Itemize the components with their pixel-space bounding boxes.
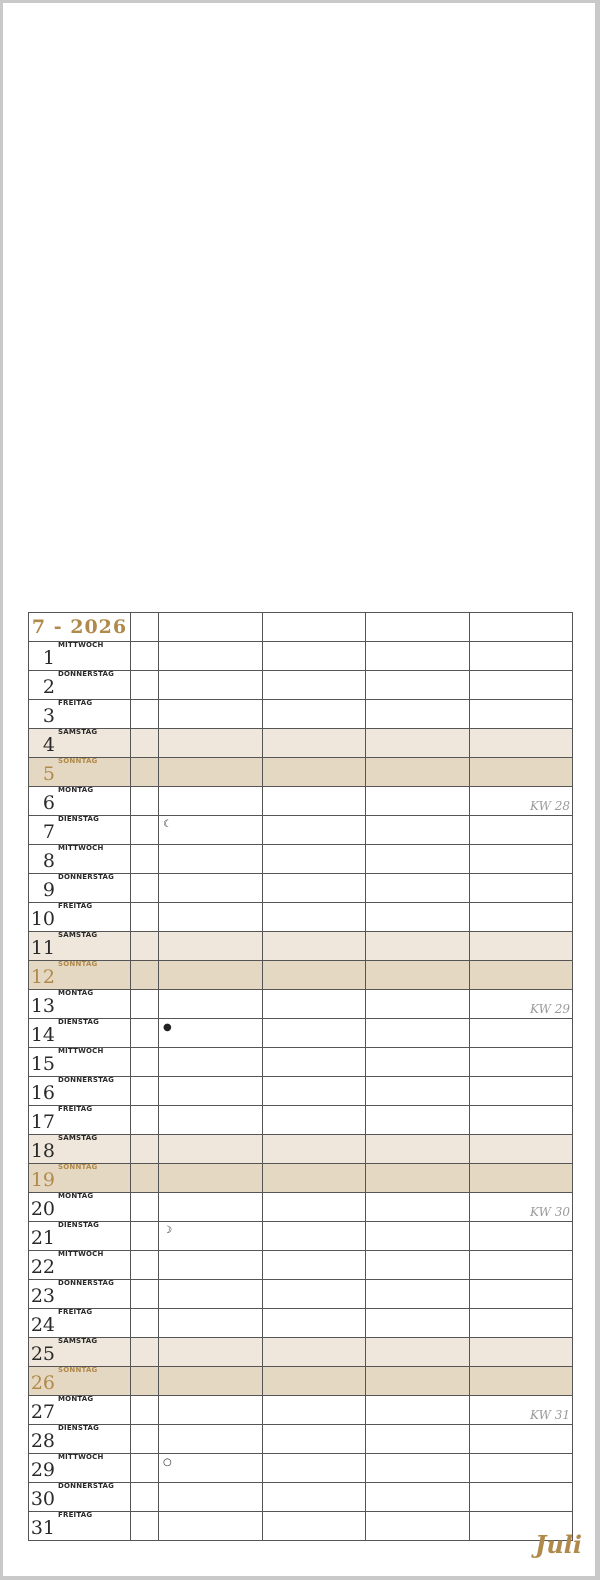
day-label-cell <box>29 671 131 700</box>
day-label-cell <box>29 1048 131 1077</box>
note-cell[interactable] <box>366 874 470 903</box>
note-cell[interactable] <box>469 729 573 758</box>
note-cell[interactable] <box>366 1019 470 1048</box>
day-number: 2 <box>42 676 55 698</box>
day-row <box>29 1483 573 1512</box>
day-label-cell <box>29 1512 131 1541</box>
day-label-cell <box>29 903 131 932</box>
weekday-name: DIENSTAG <box>58 815 100 823</box>
note-cell-narrow[interactable] <box>131 1222 159 1251</box>
note-cell[interactable] <box>262 1251 366 1280</box>
day-label-cell <box>29 1077 131 1106</box>
day-row <box>29 1193 573 1222</box>
header-cell <box>366 613 470 642</box>
note-cell-narrow[interactable] <box>131 1367 159 1396</box>
note-cell[interactable] <box>366 816 470 845</box>
note-cell[interactable] <box>469 1106 573 1135</box>
day-number: 10 <box>30 908 55 930</box>
day-label-cell <box>29 845 131 874</box>
calendar-page <box>3 3 595 1576</box>
calendar-week-label: KW 31 <box>530 1408 570 1422</box>
day-label-cell <box>29 1164 131 1193</box>
day-number: 6 <box>42 792 55 814</box>
note-cell[interactable] <box>366 1396 470 1425</box>
note-cell[interactable] <box>469 1048 573 1077</box>
day-label-cell <box>29 642 131 671</box>
note-cell[interactable] <box>159 1367 263 1396</box>
day-row <box>29 1164 573 1193</box>
note-cell[interactable] <box>366 1251 470 1280</box>
note-cell-narrow[interactable] <box>131 1425 159 1454</box>
day-row <box>29 729 573 758</box>
note-cell[interactable] <box>262 874 366 903</box>
note-cell-narrow[interactable] <box>131 787 159 816</box>
day-row <box>29 1425 573 1454</box>
weekday-name: DONNERSTAG <box>58 1076 115 1084</box>
note-cell[interactable] <box>159 816 263 845</box>
note-cell[interactable] <box>159 1338 263 1367</box>
day-number: 3 <box>42 705 55 727</box>
calendar-week-label: KW 28 <box>530 799 570 813</box>
weekday-name: SAMSTAG <box>58 728 98 736</box>
note-cell[interactable] <box>366 1512 470 1541</box>
month-name: Juli <box>535 1530 583 1559</box>
weekday-name: SONNTAG <box>58 1366 98 1374</box>
header-cell <box>159 613 263 642</box>
note-cell[interactable] <box>366 1193 470 1222</box>
note-cell-narrow[interactable] <box>131 700 159 729</box>
note-cell[interactable] <box>469 642 573 671</box>
day-number: 16 <box>30 1082 55 1104</box>
note-cell[interactable] <box>366 729 470 758</box>
note-cell[interactable] <box>262 1019 366 1048</box>
note-cell[interactable] <box>469 1222 573 1251</box>
day-row <box>29 816 573 845</box>
note-cell[interactable] <box>366 961 470 990</box>
day-label-cell <box>29 1106 131 1135</box>
note-cell[interactable] <box>159 787 263 816</box>
note-cell-narrow[interactable] <box>131 1135 159 1164</box>
note-cell[interactable] <box>159 1048 263 1077</box>
weekday-name: MONTAG <box>58 786 94 794</box>
note-cell[interactable] <box>366 1425 470 1454</box>
note-cell[interactable] <box>262 1164 366 1193</box>
day-label-cell <box>29 1193 131 1222</box>
note-cell[interactable] <box>366 1483 470 1512</box>
note-cell[interactable] <box>366 1164 470 1193</box>
note-cell-narrow[interactable] <box>131 1164 159 1193</box>
day-row <box>29 1512 573 1541</box>
note-cell[interactable] <box>159 671 263 700</box>
note-cell[interactable] <box>469 1483 573 1512</box>
note-cell[interactable] <box>366 1338 470 1367</box>
note-cell[interactable] <box>159 1193 263 1222</box>
day-row <box>29 845 573 874</box>
note-cell[interactable] <box>159 1483 263 1512</box>
note-cell[interactable] <box>262 1483 366 1512</box>
day-number: 7 <box>42 821 55 843</box>
note-cell[interactable] <box>262 1396 366 1425</box>
day-number: 18 <box>30 1140 55 1162</box>
note-cell[interactable] <box>469 1164 573 1193</box>
weekday-name: FREITAG <box>58 1308 93 1316</box>
day-row <box>29 903 573 932</box>
note-cell[interactable] <box>262 816 366 845</box>
day-number: 9 <box>42 879 55 901</box>
note-cell[interactable] <box>366 932 470 961</box>
day-row <box>29 671 573 700</box>
weekday-name: DONNERSTAG <box>58 670 115 678</box>
weekday-name: MITTWOCH <box>58 1047 104 1055</box>
day-number: 1 <box>42 647 55 669</box>
weekday-name: FREITAG <box>58 699 93 707</box>
weekday-name: DIENSTAG <box>58 1424 100 1432</box>
weekday-name: MONTAG <box>58 989 94 997</box>
day-number: 15 <box>30 1053 55 1075</box>
note-cell[interactable] <box>262 1135 366 1164</box>
note-cell[interactable] <box>159 845 263 874</box>
day-row <box>29 787 573 816</box>
note-cell[interactable] <box>366 1454 470 1483</box>
note-cell[interactable] <box>159 1222 263 1251</box>
note-cell[interactable] <box>469 903 573 932</box>
header-cell <box>131 613 159 642</box>
note-cell[interactable] <box>469 671 573 700</box>
note-cell[interactable] <box>159 1396 263 1425</box>
day-label-cell <box>29 1483 131 1512</box>
day-label-cell <box>29 816 131 845</box>
note-cell[interactable] <box>469 874 573 903</box>
note-cell[interactable] <box>366 1222 470 1251</box>
note-cell[interactable] <box>469 816 573 845</box>
moon-phase-icon: ○ <box>163 1457 172 1468</box>
day-row <box>29 1048 573 1077</box>
note-cell[interactable] <box>469 932 573 961</box>
day-label-cell <box>29 1280 131 1309</box>
day-label-cell <box>29 1338 131 1367</box>
note-cell[interactable] <box>469 700 573 729</box>
note-cell[interactable] <box>262 961 366 990</box>
weekday-name: SONNTAG <box>58 1163 98 1171</box>
note-cell[interactable] <box>366 903 470 932</box>
note-cell[interactable] <box>469 845 573 874</box>
day-number: 20 <box>30 1198 55 1220</box>
note-cell[interactable] <box>366 845 470 874</box>
day-row <box>29 1251 573 1280</box>
note-cell[interactable] <box>469 758 573 787</box>
note-cell[interactable] <box>159 1077 263 1106</box>
note-cell[interactable] <box>366 700 470 729</box>
note-cell[interactable] <box>469 1251 573 1280</box>
note-cell[interactable] <box>366 1135 470 1164</box>
day-row <box>29 1222 573 1251</box>
note-cell[interactable] <box>262 1077 366 1106</box>
note-cell[interactable] <box>262 1222 366 1251</box>
day-number: 29 <box>30 1459 55 1481</box>
day-label-cell <box>29 1019 131 1048</box>
note-cell[interactable] <box>366 1280 470 1309</box>
note-cell[interactable] <box>469 1019 573 1048</box>
note-cell-narrow[interactable] <box>131 903 159 932</box>
weekday-name: SAMSTAG <box>58 1134 98 1142</box>
day-number: 4 <box>42 734 55 756</box>
note-cell-narrow[interactable] <box>131 874 159 903</box>
note-cell[interactable] <box>159 642 263 671</box>
weekday-name: SAMSTAG <box>58 931 98 939</box>
day-row <box>29 1396 573 1425</box>
weekday-name: DONNERSTAG <box>58 1482 115 1490</box>
note-cell[interactable] <box>262 1454 366 1483</box>
weekday-name: FREITAG <box>58 1105 93 1113</box>
calendar-grid <box>28 612 573 1541</box>
note-cell[interactable] <box>366 1077 470 1106</box>
note-cell[interactable] <box>262 671 366 700</box>
note-cell[interactable] <box>262 700 366 729</box>
note-cell[interactable] <box>469 1077 573 1106</box>
note-cell[interactable] <box>262 990 366 1019</box>
weekday-name: MITTWOCH <box>58 1250 104 1258</box>
day-number: 28 <box>30 1430 55 1452</box>
note-cell[interactable] <box>469 1367 573 1396</box>
day-row <box>29 1280 573 1309</box>
day-row <box>29 642 573 671</box>
day-label-cell <box>29 961 131 990</box>
day-label-cell <box>29 1135 131 1164</box>
day-row <box>29 1135 573 1164</box>
note-cell-narrow[interactable] <box>131 1309 159 1338</box>
note-cell[interactable] <box>366 1106 470 1135</box>
weekday-name: FREITAG <box>58 1511 93 1519</box>
note-cell-narrow[interactable] <box>131 932 159 961</box>
note-cell[interactable] <box>262 1425 366 1454</box>
day-number: 5 <box>42 763 55 785</box>
day-label-cell <box>29 700 131 729</box>
note-cell[interactable] <box>262 845 366 874</box>
note-cell-narrow[interactable] <box>131 961 159 990</box>
day-number: 30 <box>30 1488 55 1510</box>
note-cell[interactable] <box>159 1106 263 1135</box>
note-cell-narrow[interactable] <box>131 1396 159 1425</box>
month-year-header: 7 - 2026 <box>29 613 131 642</box>
note-cell[interactable] <box>159 990 263 1019</box>
day-number: 8 <box>42 850 55 872</box>
moon-phase-icon: ● <box>163 1022 172 1033</box>
note-cell[interactable] <box>366 787 470 816</box>
note-cell[interactable] <box>262 1193 366 1222</box>
note-cell[interactable] <box>469 1280 573 1309</box>
note-cell[interactable] <box>469 1396 573 1425</box>
day-label-cell <box>29 1309 131 1338</box>
note-cell[interactable] <box>159 932 263 961</box>
note-cell-narrow[interactable] <box>131 990 159 1019</box>
note-cell[interactable] <box>469 1309 573 1338</box>
weekday-name: MITTWOCH <box>58 1453 104 1461</box>
day-label-cell <box>29 1251 131 1280</box>
weekday-name: MONTAG <box>58 1395 94 1403</box>
day-label-cell <box>29 932 131 961</box>
note-cell[interactable] <box>469 1193 573 1222</box>
day-row <box>29 758 573 787</box>
day-number: 31 <box>30 1517 55 1539</box>
note-cell-narrow[interactable] <box>131 1077 159 1106</box>
note-cell-narrow[interactable] <box>131 671 159 700</box>
note-cell[interactable] <box>159 1454 263 1483</box>
note-cell[interactable] <box>366 1309 470 1338</box>
header-cell <box>469 613 573 642</box>
note-cell[interactable] <box>262 932 366 961</box>
day-row <box>29 700 573 729</box>
note-cell[interactable] <box>262 1367 366 1396</box>
day-label-cell <box>29 1222 131 1251</box>
note-cell[interactable] <box>159 874 263 903</box>
day-row <box>29 1106 573 1135</box>
note-cell[interactable] <box>159 961 263 990</box>
note-cell[interactable] <box>159 903 263 932</box>
note-cell[interactable] <box>262 1106 366 1135</box>
note-cell[interactable] <box>159 700 263 729</box>
day-label-cell <box>29 1396 131 1425</box>
note-cell[interactable] <box>366 990 470 1019</box>
day-number: 21 <box>30 1227 55 1249</box>
header-row <box>29 613 573 642</box>
day-row <box>29 1367 573 1396</box>
note-cell[interactable] <box>159 1135 263 1164</box>
note-cell-narrow[interactable] <box>131 1251 159 1280</box>
day-row <box>29 1077 573 1106</box>
weekday-name: SONNTAG <box>58 757 98 765</box>
day-row <box>29 990 573 1019</box>
note-cell-narrow[interactable] <box>131 642 159 671</box>
note-cell[interactable] <box>366 1367 470 1396</box>
day-row <box>29 932 573 961</box>
note-cell[interactable] <box>159 1512 263 1541</box>
note-cell[interactable] <box>366 1048 470 1077</box>
day-row <box>29 1338 573 1367</box>
note-cell[interactable] <box>262 1048 366 1077</box>
note-cell[interactable] <box>469 961 573 990</box>
note-cell-narrow[interactable] <box>131 845 159 874</box>
note-cell[interactable] <box>159 1280 263 1309</box>
weekday-name: MITTWOCH <box>58 844 104 852</box>
note-cell[interactable] <box>469 1425 573 1454</box>
note-cell-narrow[interactable] <box>131 1280 159 1309</box>
note-cell-narrow[interactable] <box>131 1483 159 1512</box>
note-cell[interactable] <box>469 787 573 816</box>
day-number: 26 <box>30 1372 55 1394</box>
weekday-name: DONNERSTAG <box>58 1279 115 1287</box>
moon-phase-icon: ☾ <box>163 819 172 830</box>
note-cell[interactable] <box>469 1338 573 1367</box>
note-cell[interactable] <box>262 903 366 932</box>
note-cell[interactable] <box>262 1309 366 1338</box>
weekday-name: SONNTAG <box>58 960 98 968</box>
day-number: 12 <box>30 966 55 988</box>
weekday-name: FREITAG <box>58 902 93 910</box>
day-label-cell <box>29 729 131 758</box>
day-label-cell <box>29 1425 131 1454</box>
note-cell[interactable] <box>262 729 366 758</box>
note-cell[interactable] <box>159 1309 263 1338</box>
note-cell-narrow[interactable] <box>131 1338 159 1367</box>
note-cell-narrow[interactable] <box>131 758 159 787</box>
day-number: 19 <box>30 1169 55 1191</box>
day-number: 25 <box>30 1343 55 1365</box>
note-cell[interactable] <box>159 758 263 787</box>
header-cell <box>262 613 366 642</box>
note-cell[interactable] <box>262 758 366 787</box>
day-number: 27 <box>30 1401 55 1423</box>
note-cell-narrow[interactable] <box>131 1193 159 1222</box>
weekday-name: MONTAG <box>58 1192 94 1200</box>
note-cell[interactable] <box>159 1425 263 1454</box>
calendar-week-label: KW 29 <box>530 1002 570 1016</box>
note-cell[interactable] <box>366 671 470 700</box>
note-cell-narrow[interactable] <box>131 729 159 758</box>
weekday-name: DONNERSTAG <box>58 873 115 881</box>
day-label-cell <box>29 1367 131 1396</box>
note-cell-narrow[interactable] <box>131 1454 159 1483</box>
weekday-name: DIENSTAG <box>58 1221 100 1229</box>
note-cell-narrow[interactable] <box>131 1019 159 1048</box>
day-label-cell <box>29 874 131 903</box>
moon-phase-icon: ☽ <box>163 1225 172 1236</box>
note-cell[interactable] <box>159 1019 263 1048</box>
note-cell[interactable] <box>469 1135 573 1164</box>
day-row <box>29 961 573 990</box>
note-cell[interactable] <box>469 1454 573 1483</box>
day-label-cell <box>29 1454 131 1483</box>
calendar-week-label: KW 30 <box>530 1205 570 1219</box>
day-label-cell <box>29 990 131 1019</box>
note-cell-narrow[interactable] <box>131 1512 159 1541</box>
day-number: 22 <box>30 1256 55 1278</box>
note-cell-narrow[interactable] <box>131 816 159 845</box>
note-cell[interactable] <box>366 758 470 787</box>
note-cell[interactable] <box>159 729 263 758</box>
weekday-name: MITTWOCH <box>58 641 104 649</box>
note-cell[interactable] <box>469 990 573 1019</box>
note-cell[interactable] <box>262 642 366 671</box>
day-number: 13 <box>30 995 55 1017</box>
day-label-cell <box>29 758 131 787</box>
note-cell-narrow[interactable] <box>131 1106 159 1135</box>
note-cell[interactable] <box>262 1338 366 1367</box>
note-cell[interactable] <box>366 642 470 671</box>
weekday-name: SAMSTAG <box>58 1337 98 1345</box>
day-row <box>29 1309 573 1338</box>
day-number: 14 <box>30 1024 55 1046</box>
day-number: 23 <box>30 1285 55 1307</box>
note-cell[interactable] <box>262 1280 366 1309</box>
weekday-name: DIENSTAG <box>58 1018 100 1026</box>
note-cell[interactable] <box>159 1251 263 1280</box>
day-number: 17 <box>30 1111 55 1133</box>
note-cell[interactable] <box>262 787 366 816</box>
note-cell[interactable] <box>159 1164 263 1193</box>
day-number: 24 <box>30 1314 55 1336</box>
day-row <box>29 1019 573 1048</box>
note-cell-narrow[interactable] <box>131 1048 159 1077</box>
day-label-cell <box>29 787 131 816</box>
day-number: 11 <box>30 937 55 959</box>
day-row <box>29 1454 573 1483</box>
note-cell[interactable] <box>262 1512 366 1541</box>
day-row <box>29 874 573 903</box>
